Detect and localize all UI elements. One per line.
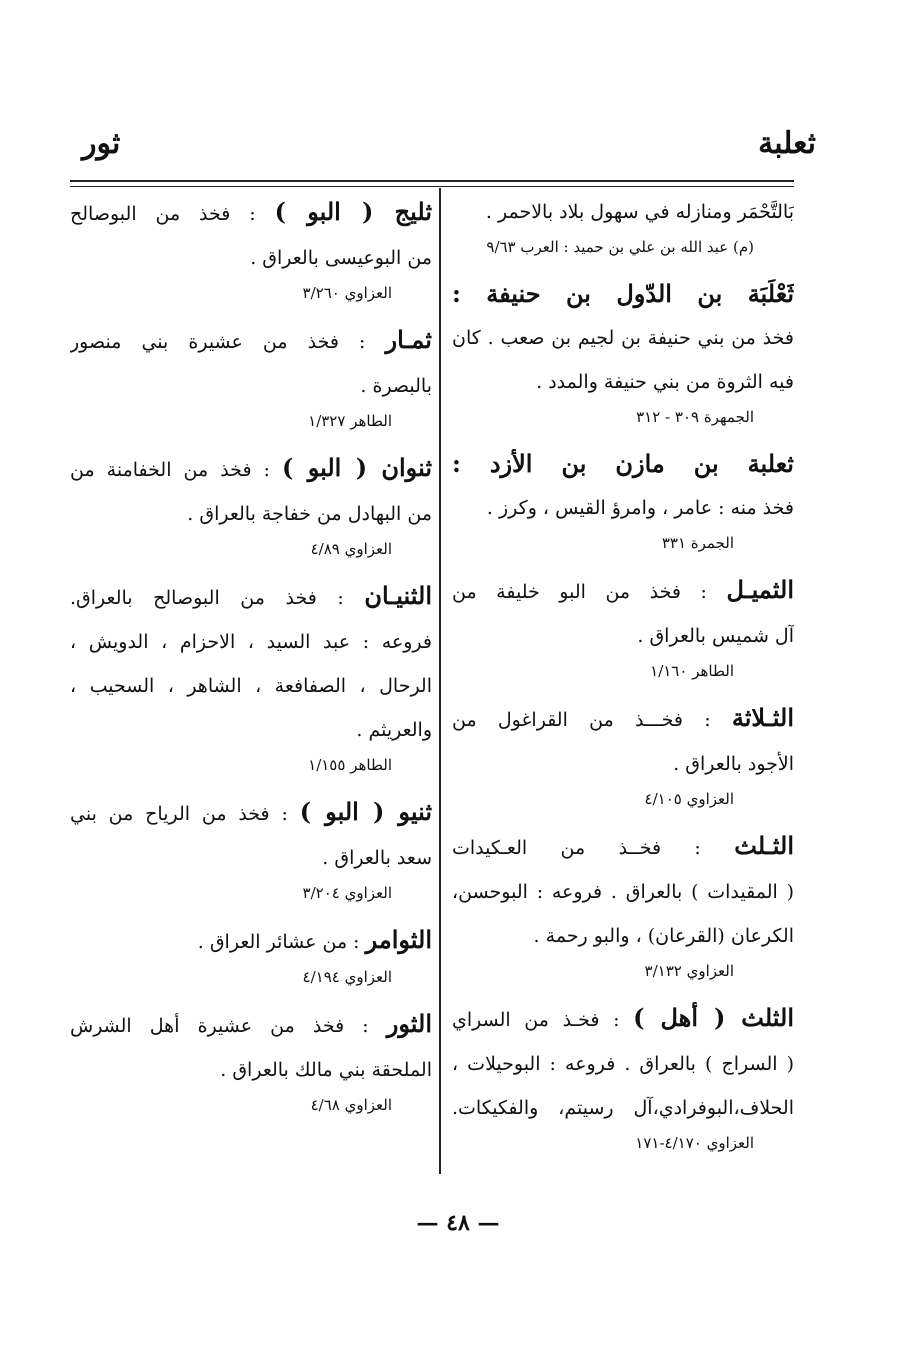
entry-text: الملحقة بني مالك بالعراق . xyxy=(220,1059,432,1081)
entry-heading: ثنيو ( البو ) xyxy=(299,797,432,826)
entry-heading: الثميـل xyxy=(726,575,794,604)
entry-text: : من عشائر العراق . xyxy=(197,931,360,953)
entry xyxy=(452,442,794,556)
entry-text: آل شميس بالعراق . xyxy=(637,625,794,647)
entry-text: والعريثم . xyxy=(356,719,432,741)
entry-reference: الطاهر ١/١٥٥ xyxy=(308,756,392,774)
entry-heading: ثليج ( البو ) xyxy=(274,197,432,226)
entry-text: : فخذ من الخفامنة من xyxy=(70,459,270,481)
entry-text: : فخذ من البوصالح بالعراق. xyxy=(70,587,344,609)
entry-heading: الثور xyxy=(386,1009,432,1038)
entry-text: : فخــذ من العـكيدات xyxy=(452,837,701,859)
entry-reference: العزاوي ٤/١٧٠-١٧١ xyxy=(635,1134,754,1152)
entry-reference: العزاوي ٣/٢٦٠ xyxy=(302,284,392,302)
entry-text: ( المقيدات ) بالعراق . فروعه : البوحسن، xyxy=(452,881,794,903)
entry-text: الرحال ، الصفافعة ، الشاهر ، السحيب ، xyxy=(70,675,432,697)
entry-text: : فخـذ من السراي xyxy=(452,1009,620,1031)
entry-text: الحلاف،البوفرادي،آل رسيتم، والفكيكات. xyxy=(452,1097,794,1119)
entry-text: من البوعيسى بالعراق . xyxy=(250,247,432,269)
header-rule-thin xyxy=(70,186,794,187)
entry-reference: الجمرة ٣٣١ xyxy=(661,534,734,552)
running-header-right: ثعلبة xyxy=(758,126,816,161)
entry-heading: الثنيـان xyxy=(364,581,432,610)
entry-reference: العزاوي ٤/٦٨ xyxy=(310,1096,392,1114)
entry-heading: ثمـار xyxy=(385,325,432,354)
entry xyxy=(70,918,432,990)
column-divider xyxy=(439,188,441,1174)
left-column xyxy=(70,190,432,1130)
entry xyxy=(70,790,432,906)
entry-reference: الطاهر ١/١٦٠ xyxy=(650,662,734,680)
entry-text: فخذ منه : عامر ، وامرؤ القيس ، وكرز . xyxy=(486,497,794,519)
entry xyxy=(70,318,432,434)
right-column xyxy=(452,190,794,1168)
entry-text: فخذ من بني حنيفة بن لجيم بن صعب . كان xyxy=(452,327,794,349)
entry-reference: العزاوي ٣/٢٠٤ xyxy=(302,884,392,902)
entry-reference: الجمهرة ٣٠٩ - ٣١٢ xyxy=(636,408,754,426)
entry-heading: ثعلبة بن مازن بن الأزد : xyxy=(452,449,794,478)
entry-text: : فخذ من الرياح من بني xyxy=(70,803,288,825)
entry-reference: الطاهر ١/٣٢٧ xyxy=(308,412,392,430)
entry xyxy=(452,272,794,430)
entry-text: الأجود بالعراق . xyxy=(673,753,794,775)
entry-text: فيه الثروة من بني حنيفة والمدد . xyxy=(536,371,794,393)
entry-text: بالبصرة . xyxy=(360,375,432,397)
entry-reference: العزاوي ٤/٨٩ xyxy=(310,540,392,558)
entry-text: : فخذ من البو خليفة من xyxy=(452,581,707,603)
entry-reference: العزاوي ٤/١٩٤ xyxy=(302,968,392,986)
entry-reference: العزاوي ٤/١٠٥ xyxy=(644,790,734,808)
entry-heading: الثوامر xyxy=(365,925,432,954)
running-header-left: ثور xyxy=(82,126,121,161)
entry-text: بَالتَّحْمَر ومنازله في سهول بلاد بالاحمر . xyxy=(485,201,794,223)
entry-reference: (م) عبد الله بن علي بن حميد : العرب ٩/٦٣ xyxy=(486,238,754,256)
entry-text: فروعه : عبد السيد ، الاحزام ، الدويش ، xyxy=(70,631,432,653)
entry-heading: الثـلث xyxy=(734,831,794,860)
entry xyxy=(70,190,432,306)
entry-text: سعد بالعراق . xyxy=(322,847,432,869)
entry-reference: العزاوي ٣/١٣٢ xyxy=(644,962,734,980)
entry-heading: الثـلاثة xyxy=(731,703,794,732)
entry-text: : فخذ من عشيرة بني منصور xyxy=(70,331,366,353)
entry-text: الكرعان (القرعان) ، والبو رحمة . xyxy=(533,925,794,947)
entry xyxy=(70,574,432,778)
entry xyxy=(452,996,794,1156)
entry-text: : فخـــذ من القراغول من xyxy=(452,709,711,731)
entry-text: : فخذ من البوصالح xyxy=(70,203,256,225)
page-number: — ٤٨ — xyxy=(416,1210,500,1236)
entry-text: ( السراج ) بالعراق . فروعه : البوحيلات ، xyxy=(452,1053,794,1075)
entry xyxy=(452,190,794,260)
entry xyxy=(452,824,794,984)
entry-heading: ثنوان ( البو ) xyxy=(282,453,432,482)
entry xyxy=(452,568,794,684)
entry-heading: ثَعْلَبَة بن الدّول بن حنيفة : xyxy=(452,279,794,308)
header-rule xyxy=(70,180,794,182)
entry xyxy=(70,1002,432,1118)
entry-text: من البهادل من خفاجة بالعراق . xyxy=(187,503,432,525)
entry xyxy=(70,446,432,562)
entry-text: : فخذ من عشيرة أهل الشرش xyxy=(70,1015,369,1037)
entry-heading: الثلث ( أهل ) xyxy=(633,1003,794,1032)
entry xyxy=(452,696,794,812)
